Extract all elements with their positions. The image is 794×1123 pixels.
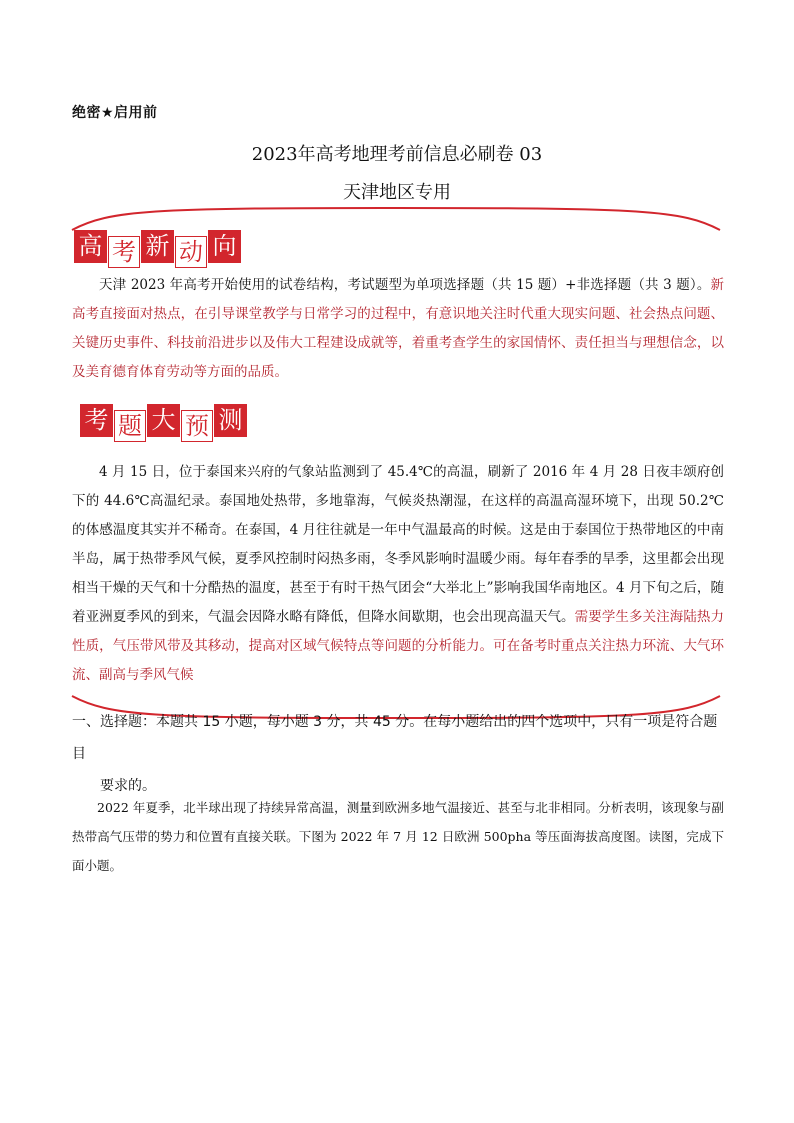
top-arc-divider: [70, 206, 722, 232]
question-section-heading: [72, 706, 724, 802]
emphasis-text: 需要学生多关注海陆热力性质，气压带风带及其移动，提高对区域气候特点等问题的分析能力。可在备考时重点关注热力环流、大气环流、副高与季风气候: [72, 609, 725, 683]
emphasis-text: 新高考直接面对热点，在引导课堂教学与日常学习的过程中，有意识地关注时代重大现实问题、社会热点问题、关键历史事件、科技前沿进步以及伟大工程建设成就等，着重考查学生的家国情怀、责任担当与理想信念，以及美育德育体育劳动等方面的品质。: [72, 277, 724, 380]
section2-paragraph: [72, 458, 724, 690]
question-intro: 2022 年夏季，北半球出现了持续异常高温，测量到欧洲多地气温接近、甚至与北非相同。分析表明，该现象与副热带高气压带的势力和位置有直接关联。下图为 2022 年 7 月 12 日欧洲 500pha 等压面海拔高度图。读图，完成下面小题。: [72, 800, 724, 873]
banner-char: 题: [114, 410, 146, 442]
banner-char: 考: [80, 404, 113, 437]
confidential-mark: 绝密★启用前: [72, 105, 158, 121]
normal-text: 天津 2023 年高考开始使用的试卷结构，考试题型为单项选择题（共 15 题）+非选择题（共 3 题）。: [99, 277, 711, 293]
section-banner-predictions: [80, 404, 248, 440]
heading-line-2: 要求的。: [100, 778, 156, 794]
banner-char: 动: [175, 236, 207, 268]
exam-title: 2023年高考地理考前信息必刷卷 03: [251, 144, 543, 165]
banner-char: 预: [181, 410, 213, 442]
section-banner-gaokao-trends: [74, 230, 242, 266]
section1-paragraph: [72, 271, 724, 387]
banner-char: 大: [147, 404, 180, 437]
normal-text: 4 月 15 日，位于泰国来兴府的气象站监测到了 45.4℃的高温，刷新了 2016 年 4 月 28 日夜丰颂府创下的 44.6℃高温纪录。泰国地处热带，多地靠海，气候炎热潮湿，在这样的高温高湿环境下，出现 50.2℃的体感温度其实并不稀奇。在泰国，4 月往往就是一年中气温最高的时候。这是由于泰国位于热带地区的中南半岛，属于热带季风气候，夏季风控制时闷热多雨，冬季风影响时温暖少雨。每年春季的旱季，这里都会出现相当干燥的天气和十分酷热的温度，甚至于有时干热气团会“大举北上”影响我国华南地区。4 月下旬之后，随着亚洲夏季风的到来，气温会因降水略有降低，但降水间歇期，也会出现高温天气。: [72, 464, 724, 625]
banner-char: 测: [214, 404, 247, 437]
banner-char: 高: [74, 230, 107, 263]
banner-char: 向: [208, 230, 241, 263]
exam-subtitle: 天津地区专用: [343, 182, 451, 203]
banner-char: 考: [108, 236, 140, 268]
banner-char: 新: [141, 230, 174, 263]
heading-line-1: 一、选择题：本题共 15 小题，每小题 3 分，共 45 分。在每小题给出的四个选项中，只有一项是符合题目: [72, 714, 718, 762]
